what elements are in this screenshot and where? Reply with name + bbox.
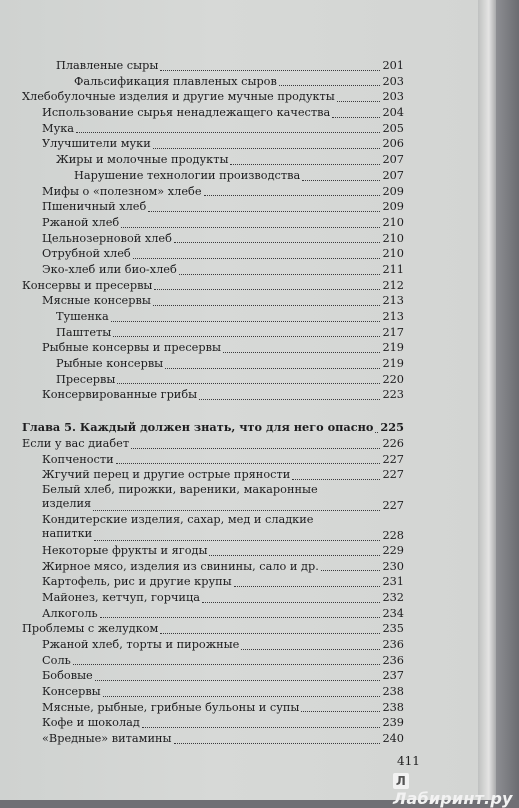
toc-entry-title: Мясные, рыбные, грибные бульоны и супы xyxy=(42,700,300,714)
toc-entry-title: Жирное мясо, изделия из свинины, сало и др. xyxy=(42,559,319,573)
leader-dots xyxy=(337,101,381,102)
toc-entry xyxy=(22,340,404,356)
toc-entry-page: 232 xyxy=(382,590,404,604)
toc-entry-page: 210 xyxy=(382,231,404,245)
leader-dots xyxy=(133,258,381,259)
toc-entry-page: 213 xyxy=(382,310,404,323)
toc-entry-title: Картофель, рис и другие крупы xyxy=(42,575,232,589)
toc-entry-page: 204 xyxy=(382,106,404,120)
leader-dots xyxy=(148,211,380,212)
leader-dots xyxy=(76,132,380,133)
toc-entry-page: 237 xyxy=(382,669,404,683)
toc-entry-page: 210 xyxy=(382,247,404,261)
toc-entry-title: Если у вас диабет xyxy=(22,436,130,450)
leader-dots xyxy=(174,242,381,243)
leader-dots xyxy=(154,289,380,290)
toc-entry-title: Белый хлеб, пирожки, вареники, макаронные изделия xyxy=(42,482,318,511)
leader-dots xyxy=(93,510,380,511)
toc-entry-page: 234 xyxy=(382,606,404,620)
toc-entry-title: Мифы о «полезном» хлебе xyxy=(42,184,202,198)
toc-entry-page: 229 xyxy=(382,543,404,557)
leader-dots xyxy=(160,633,380,634)
toc-entry xyxy=(22,436,404,452)
toc-entry-page: 217 xyxy=(382,325,404,339)
toc-entry-page: 236 xyxy=(382,653,404,667)
toc-entry xyxy=(22,653,404,669)
toc-entry-page: 210 xyxy=(382,215,404,229)
toc-entry xyxy=(22,74,404,90)
toc-entry-title: Консервированные грибы xyxy=(42,388,198,402)
toc-entry-title: Мука xyxy=(42,121,75,135)
toc-entry-page: 206 xyxy=(382,137,404,151)
toc-entry-page: 227 xyxy=(382,452,404,466)
leader-dots xyxy=(153,148,381,149)
toc-entry-title: Ржаной хлеб xyxy=(42,215,120,229)
leader-dots xyxy=(332,117,380,118)
toc-entry-title: Кондитерские изделия, сахар, мед и сладкие напитки xyxy=(42,512,314,541)
toc-entry xyxy=(22,231,404,247)
page-number: 411 xyxy=(397,754,420,768)
leader-dots xyxy=(103,696,381,697)
toc-entry-page: 235 xyxy=(382,622,404,636)
leader-dots xyxy=(302,180,380,181)
page-edge xyxy=(478,0,496,800)
leader-dots xyxy=(301,711,380,712)
watermark-text: Лабиринт.ру xyxy=(393,789,513,808)
toc-entry-page: 231 xyxy=(382,575,404,589)
leader-dots xyxy=(160,70,380,71)
toc-entry xyxy=(22,483,404,513)
toc-entry-page: 228 xyxy=(382,528,404,542)
leader-dots xyxy=(73,664,381,665)
toc-entry-title: Паштеты xyxy=(56,325,112,339)
labirint-icon: Л xyxy=(393,773,409,789)
leader-dots xyxy=(100,617,381,618)
toc-entry xyxy=(22,637,404,653)
leader-dots xyxy=(94,540,380,541)
toc-entry xyxy=(22,262,404,278)
toc-entry-page: 205 xyxy=(382,121,404,135)
toc-entry-page: 213 xyxy=(382,294,404,308)
toc-entry xyxy=(22,700,404,716)
leader-dots xyxy=(202,602,380,603)
toc-entry xyxy=(22,684,404,700)
toc-entry xyxy=(22,590,404,606)
leader-dots xyxy=(165,368,380,369)
leader-dots xyxy=(234,586,381,587)
chapter-heading xyxy=(22,420,404,436)
toc-entry-page: 223 xyxy=(382,388,404,402)
toc-entry xyxy=(22,715,404,731)
toc-entry-page: 230 xyxy=(382,559,404,573)
toc-entry-title: Некоторые фрукты и ягоды xyxy=(42,543,208,557)
toc-entry-title: Консервы xyxy=(42,685,101,699)
toc-entry xyxy=(22,372,404,388)
toc-entry-title: Фальсификация плавленых сыров xyxy=(74,74,277,88)
toc-entry-title: Отрубной хлеб xyxy=(42,247,131,261)
leader-dots xyxy=(279,85,381,86)
toc-entry xyxy=(22,356,404,372)
toc-entry xyxy=(22,559,404,575)
toc-entry-page: 209 xyxy=(382,200,404,214)
toc-entry-title: Алкоголь xyxy=(42,606,98,620)
toc-entry-title: Ржаной хлеб, торты и пирожные xyxy=(42,638,240,651)
toc-entry-page: 220 xyxy=(382,372,404,386)
table-of-contents xyxy=(22,58,404,747)
toc-entry-title: Тушенка xyxy=(56,310,109,323)
chapter-page: 225 xyxy=(380,420,404,435)
toc-entry-title: Жиры и молочные продукты xyxy=(56,153,229,167)
leader-dots xyxy=(209,555,380,556)
toc-entry xyxy=(22,543,404,559)
leader-dots xyxy=(117,383,380,384)
toc-entry-title: Плавленые сыры xyxy=(56,59,159,72)
toc-entry-page: 211 xyxy=(382,262,404,276)
toc-entry-title: Консервы и пресервы xyxy=(22,278,153,292)
toc-entry xyxy=(22,621,404,637)
toc-entry xyxy=(22,58,404,74)
toc-entry xyxy=(22,215,404,231)
toc-entry-title: Пресервы xyxy=(56,372,116,386)
leader-dots xyxy=(113,336,380,337)
leader-dots xyxy=(131,448,380,449)
toc-entry xyxy=(22,105,404,121)
toc-entry xyxy=(22,278,404,294)
toc-entry xyxy=(22,89,404,105)
toc-entry-title: Майонез, кетчуп, горчица xyxy=(42,590,200,604)
leader-dots xyxy=(241,649,380,650)
leader-dots xyxy=(116,463,381,464)
toc-entry xyxy=(22,293,404,309)
toc-entry-title: Жгучий перец и другие острые пряности xyxy=(42,468,291,482)
toc-entry-page: 238 xyxy=(382,685,404,699)
toc-entry-title: Проблемы с желудком xyxy=(22,622,159,636)
leader-dots xyxy=(375,432,378,433)
leader-dots xyxy=(292,479,380,480)
toc-entry xyxy=(22,513,404,543)
toc-entry xyxy=(22,168,404,184)
toc-entry xyxy=(22,136,404,152)
toc-entry xyxy=(22,387,404,403)
toc-entry xyxy=(22,606,404,622)
leader-dots xyxy=(121,227,380,228)
background-shadow xyxy=(496,0,519,800)
toc-entry-page: 207 xyxy=(382,168,404,182)
toc-entry-page: 227 xyxy=(382,468,404,482)
toc-entry xyxy=(22,325,404,341)
leader-dots xyxy=(230,164,380,165)
toc-entry-page: 240 xyxy=(382,732,404,746)
toc-entry-page: 212 xyxy=(382,278,404,292)
toc-entry-title: Бобовые xyxy=(42,669,93,683)
toc-entry-page: 209 xyxy=(382,184,404,198)
leader-dots xyxy=(321,570,381,571)
toc-entry-title: Соль xyxy=(42,653,71,667)
toc-entry-title: Эко-хлеб или био-хлеб xyxy=(42,262,177,276)
leader-dots xyxy=(179,274,381,275)
toc-entry-page: 203 xyxy=(382,90,404,104)
toc-entry-title: Использование сырья ненадлежащего качества xyxy=(42,106,331,120)
leader-dots xyxy=(95,680,381,681)
leader-dots xyxy=(153,305,381,306)
chapter-title: Глава 5. Каждый должен знать, что для него опасно xyxy=(22,420,374,435)
toc-entry-title: Мясные консервы xyxy=(42,294,151,308)
leader-dots xyxy=(174,743,381,744)
toc-entry xyxy=(22,309,404,325)
toc-entry-page: 226 xyxy=(382,436,404,450)
toc-entry xyxy=(22,467,404,483)
toc-entry-title: Улучшители муки xyxy=(42,137,151,151)
toc-entry xyxy=(22,574,404,590)
toc-entry xyxy=(22,184,404,200)
toc-section-2 xyxy=(22,436,404,747)
toc-entry-title: Кофе и шоколад xyxy=(42,716,140,730)
toc-entry-page: 219 xyxy=(382,357,404,371)
toc-section-1 xyxy=(22,58,404,403)
toc-entry-page: 219 xyxy=(382,341,404,355)
toc-entry xyxy=(22,121,404,137)
toc-entry xyxy=(22,668,404,684)
toc-entry-page: 236 xyxy=(382,638,404,651)
toc-entry-page: 207 xyxy=(382,153,404,167)
toc-entry-title: Пшеничный хлеб xyxy=(42,200,147,214)
leader-dots xyxy=(204,195,381,196)
toc-entry-page: 227 xyxy=(382,498,404,512)
watermark-logo xyxy=(393,770,519,808)
toc-entry-title: «Вредные» витамины xyxy=(42,732,172,746)
toc-entry-title: Копчености xyxy=(42,452,114,466)
toc-entry-page: 239 xyxy=(382,716,404,730)
toc-entry-page: 238 xyxy=(382,700,404,714)
toc-entry-title: Хлебобулочные изделия и другие мучные продукты xyxy=(22,90,335,104)
leader-dots xyxy=(142,727,381,728)
toc-entry-title: Рыбные консервы xyxy=(56,357,164,371)
toc-entry xyxy=(22,246,404,262)
leader-dots xyxy=(223,352,381,353)
leader-dots xyxy=(199,399,380,400)
toc-entry-page: 203 xyxy=(382,74,404,88)
toc-entry xyxy=(22,152,404,168)
toc-entry-title: Рыбные консервы и пресервы xyxy=(42,341,221,355)
toc-entry xyxy=(22,452,404,468)
toc-entry-page: 201 xyxy=(382,59,404,72)
leader-dots xyxy=(111,321,381,322)
toc-entry xyxy=(22,731,404,747)
toc-entry-title: Нарушение технологии производства xyxy=(74,168,301,182)
toc-entry xyxy=(22,199,404,215)
toc-entry-title: Цельнозерновой хлеб xyxy=(42,231,172,245)
